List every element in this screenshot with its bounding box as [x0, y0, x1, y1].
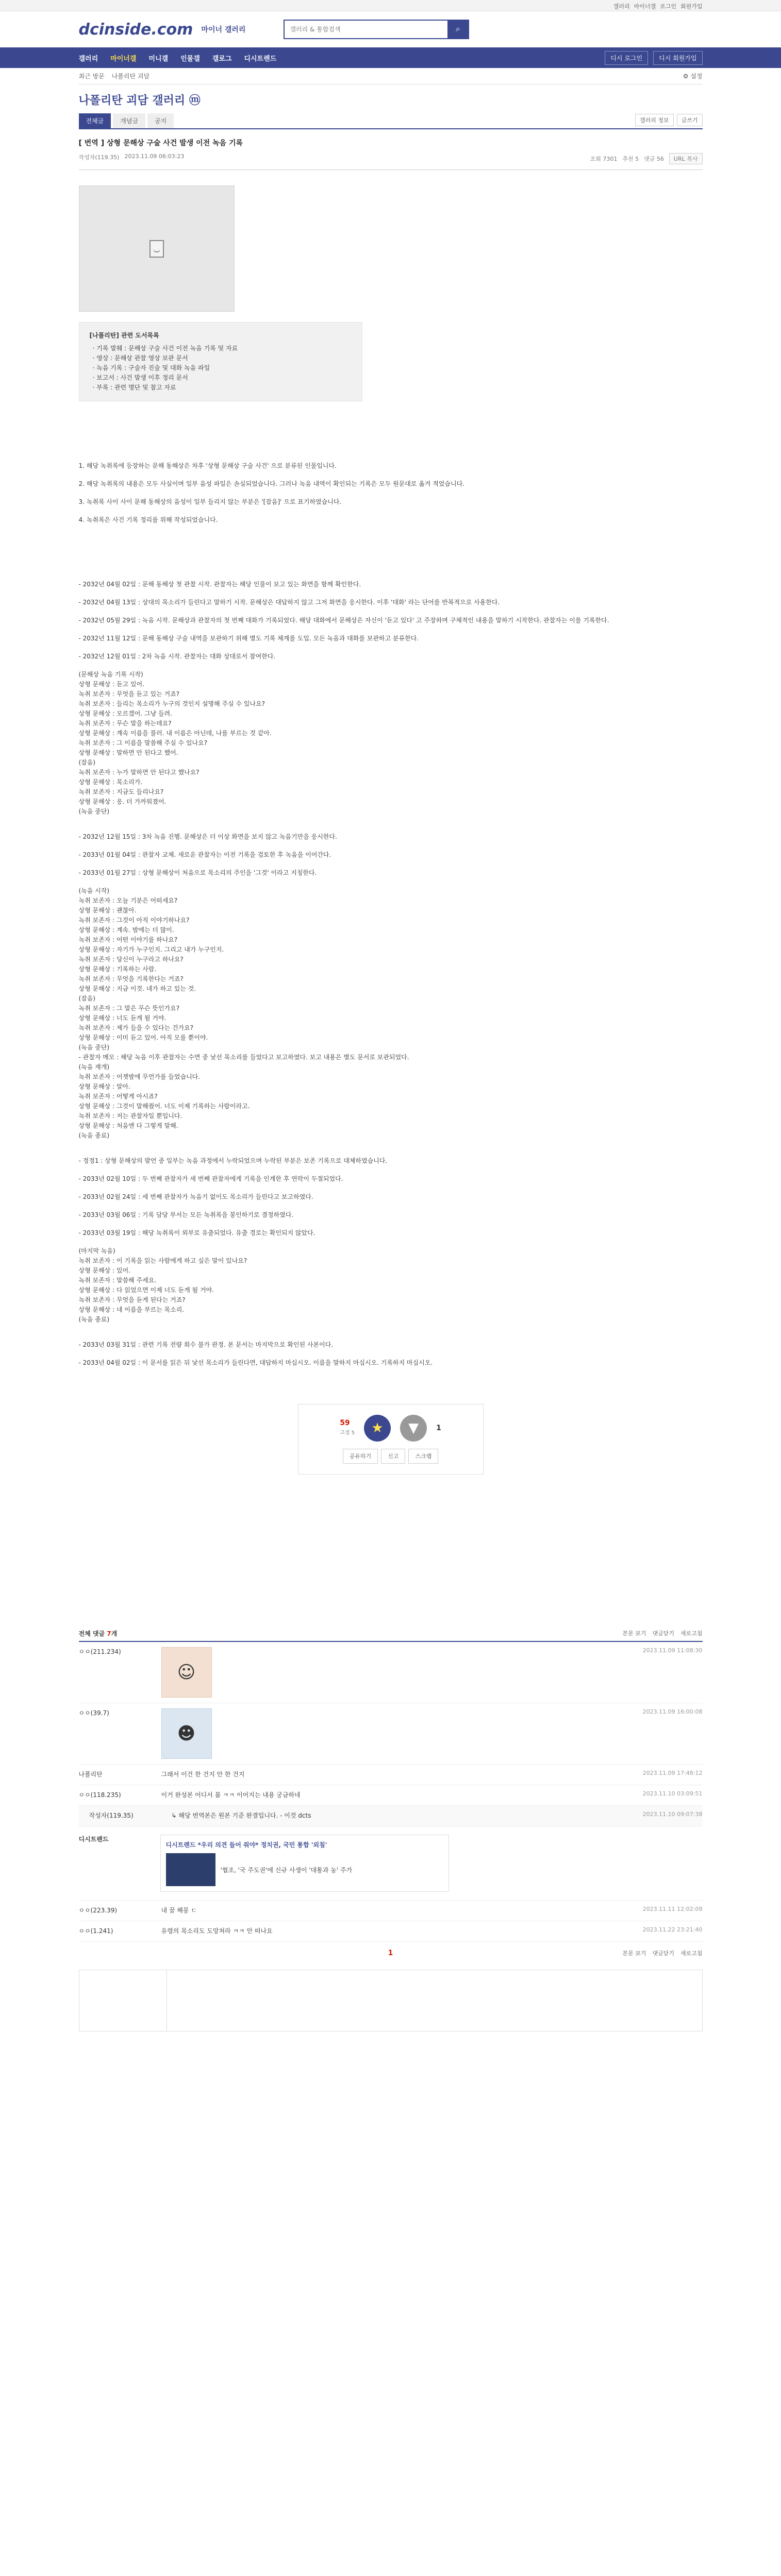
recommend-up-count: 59 — [340, 1419, 350, 1427]
info-box-line: · 보고서 : 사건 발생 이후 정리 문서 — [92, 374, 188, 381]
dialogue-line: 상형 문해상 : 자기가 누구인지. 그리고 내가 누구인지. — [78, 946, 224, 953]
log-entry: - 2033년 02월 10일 : 두 번째 관찰자가 세 번째 관찰자에게 기록을 인계한 후 연락이 두절되었다. — [78, 1175, 343, 1182]
comment-row — [79, 1765, 703, 1785]
dialogue-line: (녹음 중단) — [78, 1044, 110, 1051]
comment-body: ↳ 해당 번역본은 원본 기준 완결입니다. - 이것 dcts — [171, 1812, 311, 1819]
close-comments-button[interactable]: 댓글닫기 — [652, 1630, 674, 1637]
closing-entry: - 2033년 03월 31일 : 관련 기록 전량 회수 불가 판정. 본 문서는 마지막으로 확인된 사본이다. — [78, 1341, 334, 1348]
dialogue-line: (녹음 중단) — [78, 808, 110, 815]
subnav-settings[interactable]: ⚙ 설정 — [683, 73, 703, 80]
trend-ad-thumbnail[interactable] — [166, 1853, 215, 1886]
scrap-button[interactable]: 스크랩 — [408, 1449, 438, 1464]
comment-page-current[interactable]: 1 — [388, 1949, 393, 1957]
pager-close-comments-button[interactable]: 댓글닫기 — [652, 1950, 674, 1957]
gnb-item-gallery[interactable]: 갤러리 — [78, 55, 98, 63]
comment-nick[interactable]: ㅇㅇ(223.39) — [78, 1907, 118, 1914]
dialogue-line: 녹취 보존자 : 어떤 이야기를 하나요? — [78, 936, 178, 943]
dialogue-line: 상형 문해상 : 계속 이름을 불러. 내 이름은 아닌데, 나를 부르는 것 같아. — [78, 730, 272, 737]
trend-ad-title[interactable]: 디시트렌드 *우리 의견 들어 줘야* 정치권, 국민 통합 '외침' — [165, 1841, 327, 1849]
search-button[interactable] — [447, 21, 468, 38]
dialogue-line: 상형 문해상 : 알아. — [78, 1083, 130, 1090]
topbar-link-join[interactable]: 회원가입 — [680, 3, 703, 10]
copy-url-button[interactable]: URL 복사 — [669, 153, 703, 164]
comment-reply-row — [79, 1806, 703, 1826]
comment-section — [79, 1629, 703, 2031]
comment-textarea[interactable] — [167, 1970, 702, 2031]
intro-paragraph: 3. 녹취록 사이 사이 문해 동해상의 음성이 일부 들리지 않는 부분은 '[잡음]' 으로 표기하였습니다. — [78, 498, 342, 505]
dialogue-line: 상형 문해상 : 처음엔 다 그렇게 말해. — [78, 1122, 178, 1129]
dialogue-line: 상형 문해상 : 듣고 있어. — [78, 681, 144, 688]
dialogue-block-2 — [79, 886, 703, 1141]
gnb-item-person[interactable]: 인물갤 — [180, 55, 200, 63]
log-entry: - 2032년 05월 29일 : 녹음 시작. 문해상과 관찰자의 첫 번째 대화가 기록되었다. 해당 대화에서 문해상은 자신이 '듣고 있다' 고 주장하며 구체적인 내용을 말하기 시작한다. 관찰자는 이를 기록한다. — [78, 617, 609, 624]
log-entry: - 2033년 03월 06일 : 기록 담당 부서는 모든 녹취록을 봉인하기로 결정하였다. — [78, 1211, 294, 1218]
log-entry: - 2032년 12월 01일 : 2차 녹음 시작. 관찰자는 대화 상대로서 참여한다. — [78, 653, 276, 660]
gnb-join-button[interactable]: 디시 회원가입 — [653, 51, 702, 65]
tab-notice[interactable]: 공지 — [147, 113, 174, 128]
dialogue-line: (녹음 종료) — [78, 1132, 110, 1139]
tab-concept[interactable]: 개념글 — [113, 113, 145, 128]
topbar-link-gallery[interactable]: 갤러리 — [613, 3, 630, 10]
recommend-down-button[interactable] — [400, 1415, 427, 1442]
comment-nick[interactable]: ㅇㅇ(1.241) — [78, 1927, 113, 1935]
gnb-item-minor[interactable]: 마이너갤 — [110, 55, 137, 63]
dialogue-line: 녹취 보존자 : 그 말은 무슨 뜻인가요? — [78, 1005, 180, 1012]
log-entry: - 정정1 : 상형 문해상의 발언 중 일부는 녹음 과정에서 누락되었으며 누락된 부분은 보존 기록으로 대체하였습니다. — [78, 1157, 388, 1164]
comment-row — [79, 1921, 703, 1942]
dialogue-line: 녹취 보존자 : 당신이 누구라고 하나요? — [78, 956, 184, 963]
info-box-line: · 영상 : 문해상 관찰 영상 보관 문서 — [92, 354, 188, 362]
info-box — [79, 322, 362, 401]
dialogue-line: 녹취 보존자 : 오늘 기분은 어떠세요? — [78, 897, 178, 904]
dialogue-line: 상형 문해상 : 이미 듣고 있어. 아직 모를 뿐이야. — [78, 1034, 208, 1041]
trend-ad-text[interactable]: '협조, '국 주도권'에 신규 사생이 '대통과 농' 주가 — [220, 1866, 353, 1874]
dialogue-line: 녹취 보존자 : 무슨 말을 하는데요? — [78, 720, 172, 727]
dialogue-line: 녹취 보존자 : 들리는 목소리가 누구의 것인지 설명해 주실 수 있나요? — [78, 700, 265, 707]
dccon-image[interactable]: ☻ — [161, 1708, 212, 1759]
post-title: [ 번역 ] 상형 문해상 구술 사건 발생 이전 녹음 기록 — [78, 139, 243, 147]
dialogue-line: 상형 문해상 : 네 이름을 부르는 목소리. — [78, 1306, 185, 1313]
post-author[interactable]: 작성자(119.35) — [78, 154, 120, 161]
dialogue-line: (녹음 시작) — [78, 887, 110, 894]
broken-image-icon — [149, 240, 164, 258]
pager-refresh-button[interactable]: 새로고침 — [680, 1950, 703, 1957]
recommend-fixed-count: 고정 5 — [340, 1430, 355, 1436]
report-button[interactable]: 신고 — [381, 1449, 405, 1464]
dialogue-line: (잡음) — [78, 995, 96, 1002]
comment-row — [79, 1642, 703, 1703]
dialogue-line: (녹음 종료) — [78, 1316, 110, 1323]
site-logo[interactable]: dcinside.com — [78, 20, 193, 39]
search-box — [284, 20, 469, 39]
dccon-image[interactable]: ☺ — [161, 1647, 212, 1698]
view-body-button[interactable]: 본문 보기 — [622, 1630, 646, 1637]
comment-body: 이거 완성본 어디서 봄 ㅋㅋ 이어지는 내용 궁금하네 — [161, 1791, 301, 1799]
dialogue-line: 상형 문해상 : 있어. — [78, 1267, 130, 1274]
dialogue-line: 녹취 보존자 : 저는 관찰자일 뿐입니다. — [78, 1112, 182, 1120]
comment-pager — [79, 1942, 703, 1964]
comment-nick[interactable]: 작성자(119.35) — [89, 1812, 134, 1819]
intro-paragraph: 2. 해당 녹취록의 내용은 모두 사실이며 일부 음성 파일은 손실되었습니다. 그러나 녹음 내역이 확인되는 기록은 모두 원문대로 옮겨 적었습니다. — [78, 480, 464, 487]
comment-body: 내 꿈 해몽 ㄷ — [161, 1907, 197, 1914]
recommend-down-count: 1 — [436, 1423, 441, 1432]
topbar-link-minor[interactable]: 마이너갤 — [634, 3, 656, 10]
trend-ad-box[interactable] — [160, 1835, 449, 1892]
comment-nick[interactable]: 나폴리탄 — [78, 1771, 103, 1778]
dialogue-line: 상형 문해상 : 계속. 밤에는 더 많이. — [78, 926, 174, 934]
dialogue-line: 상형 문해상 : 목소리가. — [78, 778, 143, 786]
dialogue-line: 녹취 보존자 : 무엇을 기록한다는 거죠? — [78, 975, 184, 982]
gnb-item-trend[interactable]: 디시트렌드 — [244, 55, 277, 63]
log-entry: - 2033년 01월 04일 : 관찰자 교체. 새로운 관찰자는 이전 기록을 검토한 후 녹음을 이어간다. — [78, 851, 331, 858]
gallery-title[interactable]: 나폴리탄 괴담 갤러리 ⓜ — [78, 94, 201, 107]
dialogue-line: 녹취 보존자 : 이 기록을 읽는 사람에게 하고 싶은 말이 있나요? — [78, 1257, 247, 1264]
info-box-title: [나폴리탄] 관련 도서목록 — [89, 332, 159, 339]
comment-date: 2023.11.22 23:21:40 — [642, 1926, 703, 1933]
comment-body: 그래서 이건 한 건지 안 한 건지 — [161, 1771, 245, 1778]
log-entry: - 2033년 02월 24일 : 세 번째 관찰자가 녹음기 없이도 목소리가 들린다고 보고하였다. — [78, 1193, 313, 1200]
comment-row — [79, 1901, 703, 1921]
comment-nick[interactable]: ㅇㅇ(211.234) — [78, 1648, 121, 1655]
gnb-login-button[interactable]: 디시 로그인 — [605, 51, 648, 65]
star-icon: ★ — [371, 1420, 384, 1436]
thumbs-down-icon: ▼ — [408, 1420, 419, 1436]
dialogue-line: - 관찰자 메모 : 해당 녹음 이후 관찰자는 수면 중 낯선 목소리를 들었다고 보고하였다. 보고 내용은 별도 문서로 보관되었다. — [78, 1054, 409, 1061]
site-header — [79, 11, 703, 47]
comment-date: 2023.11.09 11:08:30 — [642, 1647, 703, 1654]
gallery-info-button[interactable]: 갤러리 정보 — [635, 114, 674, 126]
log-entry: - 2032년 04월 02일 : 문해 동해상 첫 관찰 시작. 관찰자는 해당 인물이 보고 있는 화면을 함께 확인한다. — [78, 581, 361, 588]
board-tabs — [79, 113, 174, 128]
dialogue-block-1 — [79, 670, 703, 817]
comment-write-box — [79, 1970, 703, 2031]
dialogue-line: (마지막 녹음) — [78, 1247, 115, 1255]
site-logo-sub[interactable]: 마이너 갤러리 — [201, 26, 246, 34]
search-icon: ⌕ — [455, 25, 460, 33]
dialogue-line: (녹음 재개) — [78, 1063, 110, 1071]
subnav-current[interactable]: 나폴리탄 괴담 — [111, 73, 150, 80]
dialogue-line: 녹취 보존자 : 그것이 아직 이야기하나요? — [78, 917, 190, 924]
recommend-up-button[interactable] — [364, 1415, 391, 1442]
refresh-comments-button[interactable]: 새로고침 — [680, 1630, 703, 1637]
comment-date: 2023.11.11 12:02:09 — [642, 1906, 703, 1912]
topbar — [0, 0, 781, 11]
comment-nick[interactable]: ㅇㅇ(39.7) — [78, 1709, 109, 1717]
gnb-item-gallog[interactable]: 갤로그 — [212, 55, 232, 63]
post-image[interactable] — [79, 185, 235, 312]
post-body — [79, 170, 703, 1490]
subnav-recent[interactable]: 최근 방문 — [78, 73, 105, 80]
share-button[interactable]: 공유하기 — [343, 1449, 378, 1464]
dialogue-line: 녹취 보존자 : 어떻게 아시죠? — [78, 1093, 158, 1100]
dialogue-line: 상형 문해상 : 말하면 안 된다고 했어. — [78, 749, 178, 756]
comment-body: 유령의 목소리도 도망쳐라 ㅋㅋ 안 떠나요 — [161, 1927, 273, 1935]
topbar-link-login[interactable]: 로그인 — [660, 3, 676, 10]
log-entry: - 2033년 01월 27일 : 상형 문해상이 처음으로 목소리의 주인을 '그것' 이라고 지칭한다. — [78, 869, 317, 876]
dialogue-line: 상형 문해상 : 모르겠어. 그냥 들려. — [78, 710, 172, 717]
comment-date: 2023.11.09 16:00:08 — [642, 1708, 703, 1715]
dialogue-line: 녹취 보존자 : 그 이름을 말씀해 주실 수 있나요? — [78, 739, 208, 747]
log-entry: - 2032년 04월 13일 : 상대의 목소리가 들린다고 말하기 시작. 문해상은 대답하지 않고 그저 화면을 응시한다. 이후 '대화' 라는 단어를 반복적으로 사용한다. — [78, 599, 500, 606]
dialogue-line: 녹취 보존자 : 말씀해 주세요. — [78, 1277, 157, 1284]
comment-nick[interactable]: ㅇㅇ(118.235) — [78, 1791, 121, 1799]
dialogue-line: 상형 문해상 : 지금 이것. 네가 하고 있는 것. — [78, 985, 196, 992]
comment-row — [79, 1703, 703, 1765]
dialogue-line: 녹취 보존자 : 무엇을 듣게 된다는 거죠? — [78, 1296, 186, 1303]
comment-date: 2023.11.09 17:48:12 — [642, 1770, 703, 1776]
info-box-line: · 녹음 기록 : 구술자 진술 및 대화 녹음 파일 — [92, 364, 210, 371]
log-entry: - 2032년 12월 15일 : 3차 녹음 진행. 문해상은 더 이상 화면을 보지 않고 녹음기만을 응시한다. — [78, 833, 337, 840]
comment-total: 전체 댓글 7개 — [78, 1630, 118, 1637]
dialogue-line: 상형 문해상 : 다 읽었으면 이제 너도 듣게 될 거야. — [78, 1286, 214, 1294]
comment-row — [79, 1785, 703, 1806]
log-entry: - 2033년 03월 19일 : 해당 녹취록이 외부로 유출되었다. 유출 경로는 확인되지 않았다. — [78, 1229, 315, 1236]
intro-paragraph: 4. 녹취록은 사건 기록 정리를 위해 작성되었습니다. — [78, 516, 218, 523]
comment-date: 2023.11.10 09:07:38 — [642, 1811, 703, 1818]
comment-nick-input-area[interactable] — [79, 1970, 167, 2031]
intro-paragraph: 1. 해당 녹취록에 등장하는 문해 동해상은 차후 '상형 문해상 구술 사건' 으로 분류된 인물입니다. — [78, 462, 337, 469]
dialogue-line: 녹취 보존자 : 누가 말하면 안 된다고 했나요? — [78, 769, 200, 776]
comment-date: 2023.11.10 03:09:51 — [642, 1790, 703, 1797]
dialogue-line: (잡음) — [78, 759, 96, 766]
log-entry: - 2032년 11월 12일 : 문해 동해상 구술 내역을 보관하기 위해 별도 기록 체계를 도입. 모든 녹음과 대화를 보관하고 분류한다. — [78, 635, 419, 642]
pager-view-body-button[interactable]: 본문 보기 — [622, 1950, 646, 1957]
post-comment-count[interactable]: 댓글 56 — [644, 156, 664, 162]
sub-nav — [79, 68, 703, 84]
dialogue-line: 상형 문해상 : 너도 듣게 될 거야. — [78, 1014, 167, 1022]
closing-entry: - 2033년 04월 02일 : 이 문서를 읽은 뒤 낯선 목소리가 들린다면, 대답하지 마십시오. 이름을 말하지 마십시오. 기록하지 마십시오. — [78, 1359, 433, 1366]
dialogue-line: 상형 문해상 : 응. 더 가까워졌어. — [78, 798, 167, 805]
info-box-line: · 부록 : 관련 명단 및 참고 자료 — [92, 384, 176, 391]
dialogue-line: 상형 문해상 : 기록하는 사람. — [78, 965, 157, 973]
post-header — [79, 129, 703, 170]
write-button[interactable]: 글쓰기 — [677, 114, 703, 126]
tab-all[interactable]: 전체글 — [79, 113, 111, 128]
trend-ad-label: 디시트렌드 — [78, 1836, 109, 1843]
gear-icon: ⚙ — [683, 73, 691, 80]
dialogue-line: 상형 문해상 : 괜찮아. — [78, 907, 137, 914]
trend-ad-row — [79, 1826, 703, 1901]
dialogue-block-3 — [79, 1246, 703, 1325]
dialogue-line: 상형 문해상 : 그것이 말해줬어. 너도 이제 기록하는 사람이라고. — [78, 1103, 250, 1110]
recommend-box — [298, 1404, 484, 1475]
dialogue-line: 녹취 보존자 : 지금도 들리나요? — [78, 788, 164, 795]
dialogue-line: 녹취 보존자 : 어젯밤에 무언가를 들었습니다. — [78, 1073, 201, 1080]
dialogue-line: 녹취 보존자 : 무엇을 듣고 있는 거죠? — [78, 690, 180, 698]
global-nav — [0, 47, 781, 68]
info-box-line: · 기록 발췌 : 문해상 구술 사건 이전 녹음 기록 및 자료 — [92, 345, 238, 352]
dialogue-line: (문해상 녹음 기록 시작) — [78, 671, 143, 678]
search-input[interactable] — [285, 21, 447, 38]
gnb-item-mini[interactable]: 미니갤 — [148, 55, 169, 63]
post-views: 조회 7301 — [590, 156, 618, 162]
post-date: 2023.11.09 06:03:23 — [124, 153, 185, 160]
dialogue-line: 녹취 보존자 : 제가 들을 수 있다는 건가요? — [78, 1024, 194, 1031]
post-recommend-count: 추천 5 — [622, 156, 639, 162]
